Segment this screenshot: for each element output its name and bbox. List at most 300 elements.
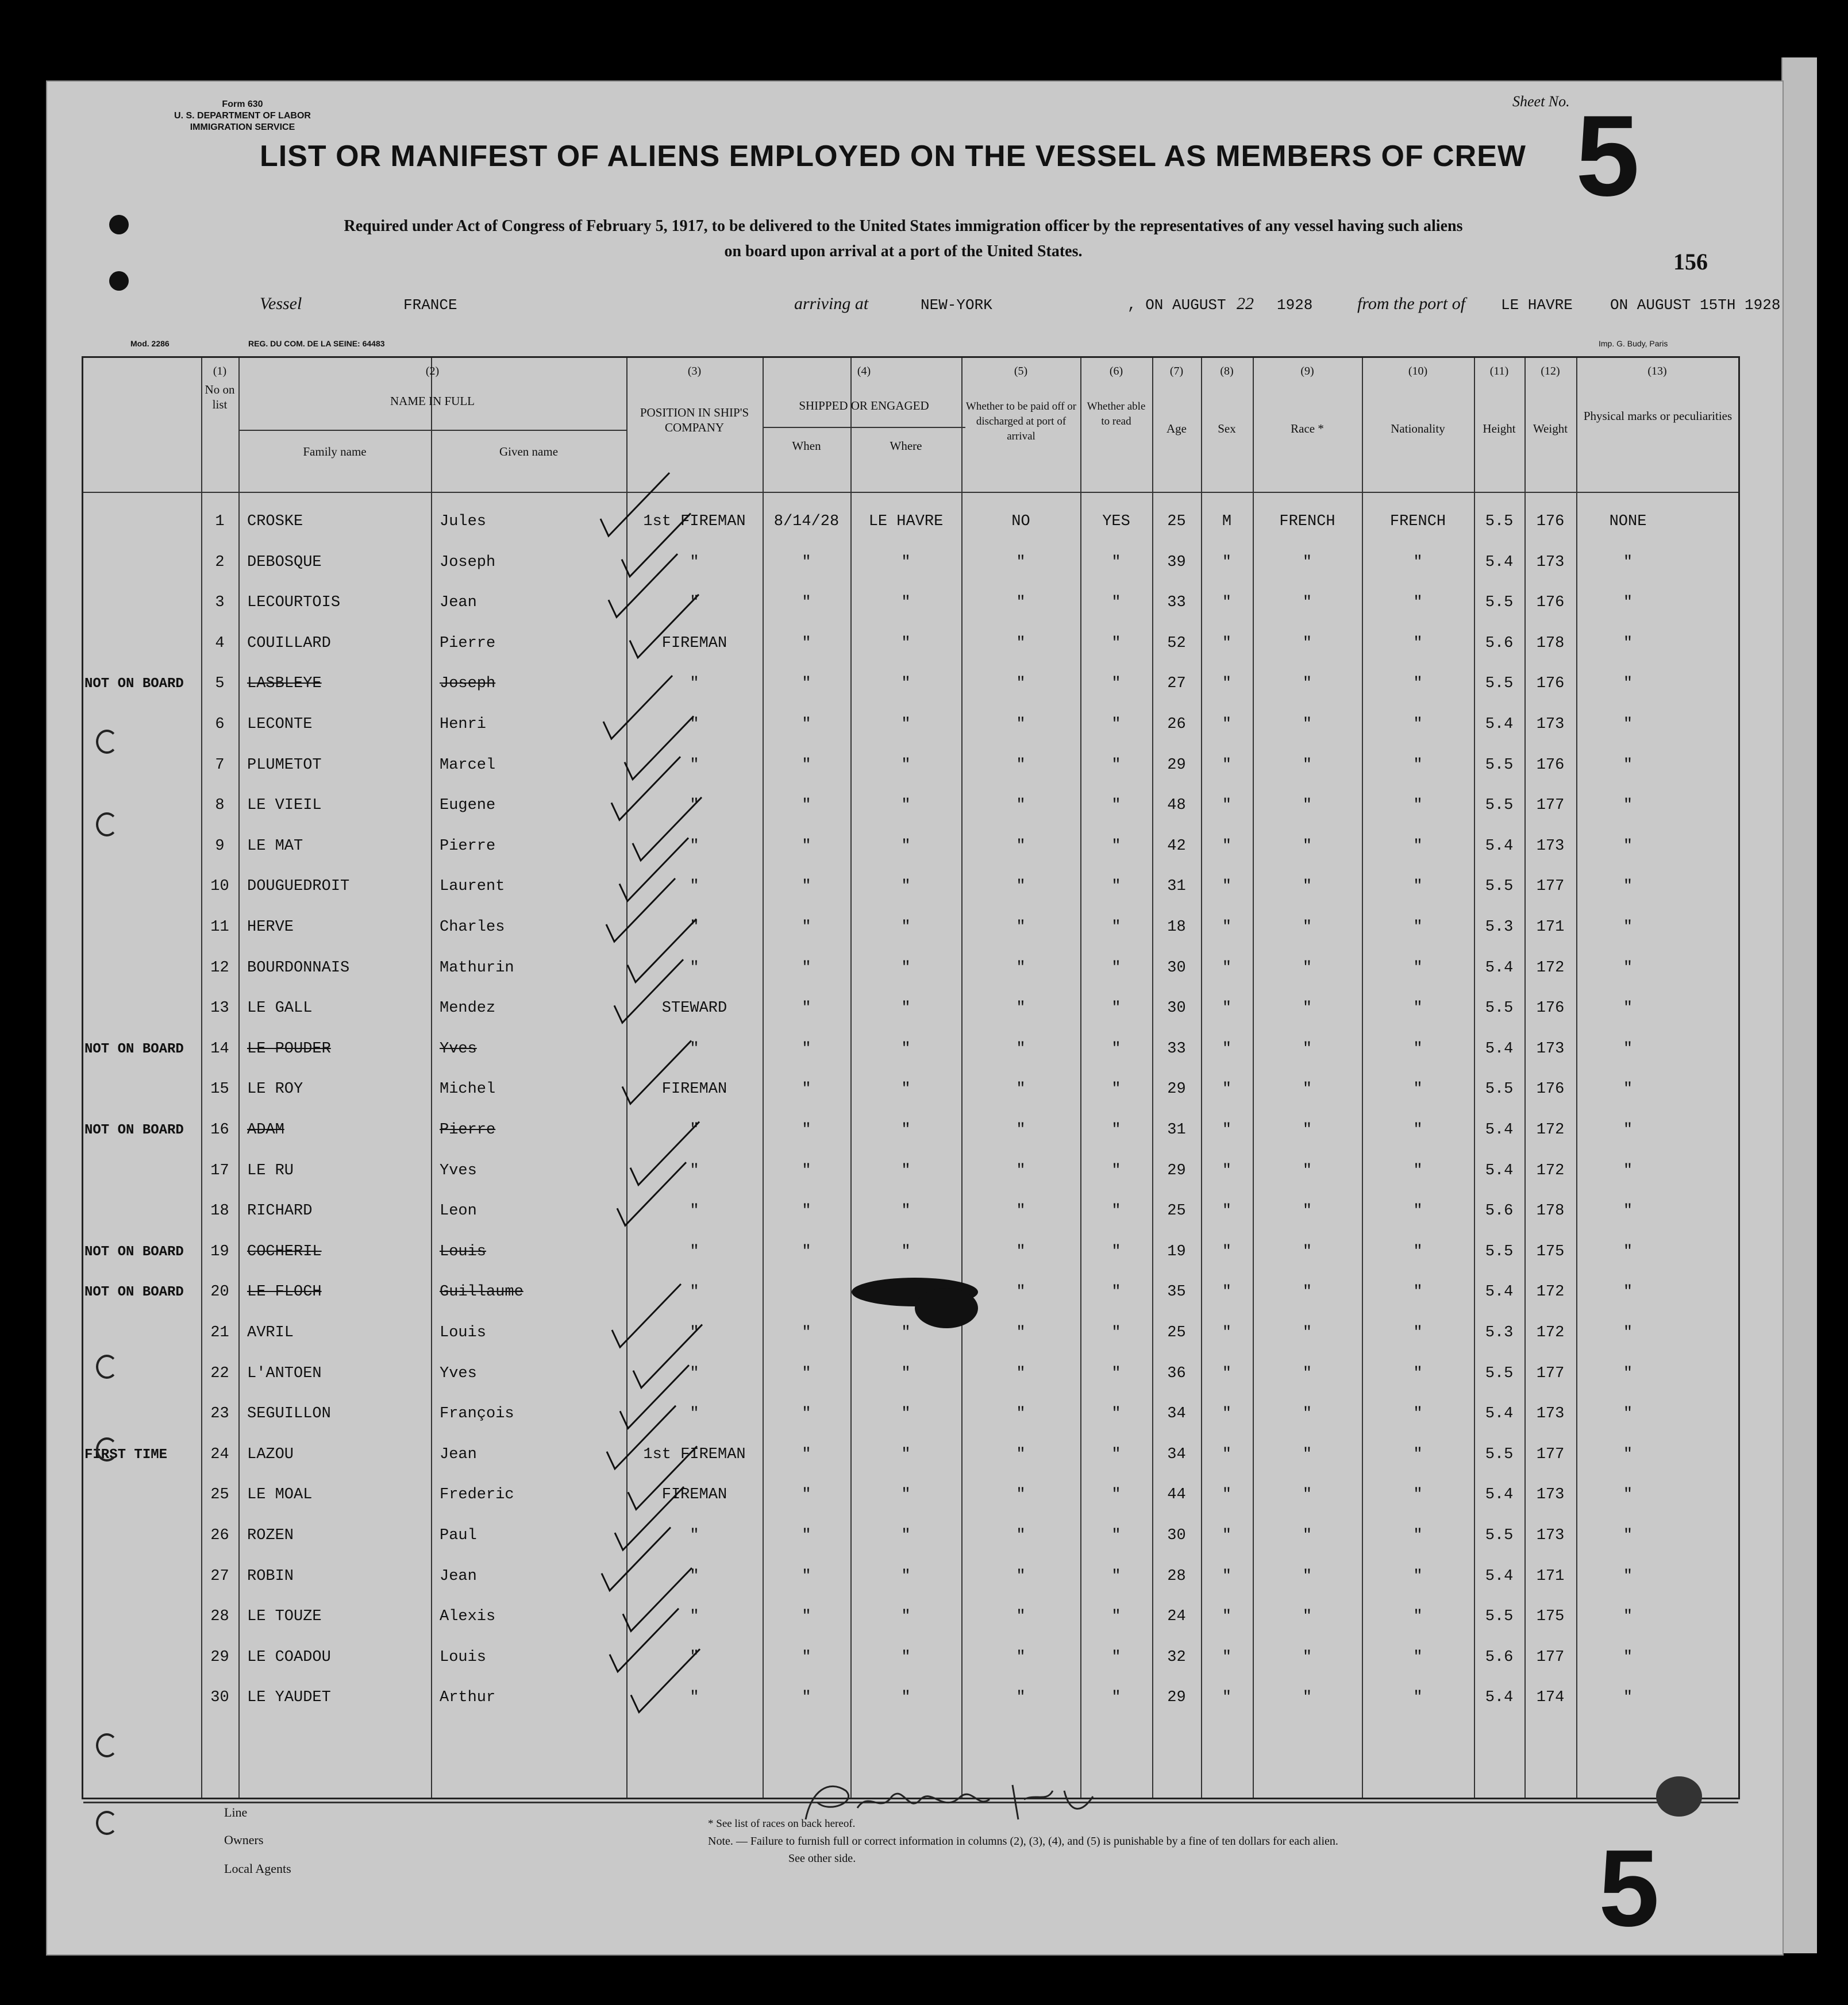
- departure-port: LE HAVRE: [1501, 296, 1573, 314]
- cell-position: ": [690, 878, 699, 896]
- cell-position: ": [690, 959, 699, 977]
- cell-height: 5.5: [1485, 1608, 1514, 1626]
- cell-no: 30: [210, 1689, 229, 1707]
- cell-where: ": [901, 959, 911, 977]
- cell-sex: ": [1222, 1527, 1232, 1544]
- cell-given: Louis: [440, 1324, 487, 1341]
- cell-where: ": [901, 1689, 911, 1707]
- cell-marks: ": [1623, 1000, 1633, 1017]
- cell-read: ": [1111, 837, 1121, 855]
- cell-read: ": [1111, 1324, 1121, 1341]
- cell-family: DEBOSQUE: [247, 553, 322, 571]
- cell-read: ": [1111, 634, 1121, 652]
- cell-when: ": [802, 675, 811, 693]
- cell-marks: ": [1623, 675, 1633, 693]
- cell-sex: ": [1222, 1486, 1232, 1504]
- cell-weight: 172: [1536, 1324, 1565, 1341]
- cell-family: LE ROY: [247, 1081, 303, 1098]
- cell-where: ": [901, 797, 911, 815]
- cell-age: 29: [1167, 1689, 1186, 1707]
- cell-weight: 176: [1536, 1081, 1565, 1098]
- binder-hole: [96, 1437, 118, 1462]
- cell-nat: ": [1413, 919, 1423, 936]
- cell-no: 7: [215, 756, 225, 774]
- cell-nat: ": [1413, 594, 1423, 612]
- cell-no: 11: [210, 919, 229, 936]
- cell-marks: ": [1623, 1324, 1633, 1341]
- fine-note: Note. — Failure to furnish full or correct information in columns (2), (3), (4), and (5) is punishable by a fine of ten dollars for each alien.: [708, 1835, 1338, 1848]
- cell-race: ": [1302, 1243, 1312, 1260]
- cell-sex: ": [1222, 1081, 1232, 1098]
- cell-position: ": [690, 1243, 699, 1260]
- cell-given: Yves: [440, 1364, 477, 1382]
- cell-when: ": [802, 634, 811, 652]
- cell-marks: ": [1623, 1040, 1633, 1058]
- vessel-name: FRANCE: [403, 296, 457, 314]
- cell-nat: ": [1413, 1486, 1423, 1504]
- cell-read: ": [1111, 1202, 1121, 1220]
- cell-read: ": [1111, 1243, 1121, 1260]
- cell-family: DOUGUEDROIT: [247, 878, 350, 896]
- col-able-to-read: Whether able to read: [1087, 400, 1146, 427]
- cell-sex: ": [1222, 1567, 1232, 1585]
- cell-weight: 177: [1536, 1648, 1565, 1666]
- cell-given: Guillaume: [440, 1283, 523, 1301]
- cell-weight: 177: [1536, 878, 1565, 896]
- checkmark: [603, 676, 672, 739]
- cell-given: Jean: [440, 1567, 477, 1585]
- col-no-on-list: No on list: [205, 383, 235, 411]
- cell-height: 5.5: [1485, 594, 1514, 612]
- cell-read: ": [1111, 553, 1121, 571]
- cell-when: ": [802, 1527, 811, 1544]
- cell-family: SEGUILLON: [247, 1405, 331, 1423]
- cell-marks: ": [1623, 1486, 1633, 1504]
- cell-read: ": [1111, 1040, 1121, 1058]
- cell-paid: ": [1016, 1689, 1026, 1707]
- cell-given: Jules: [440, 513, 487, 530]
- cell-read: ": [1111, 756, 1121, 774]
- col-sex: Sex: [1218, 422, 1236, 435]
- cell-race: ": [1302, 1648, 1312, 1666]
- cell-when: ": [802, 1243, 811, 1260]
- departure-date: ON AUGUST 15TH 1928: [1610, 296, 1781, 314]
- cell-no: 17: [210, 1162, 229, 1179]
- cell-weight: 173: [1536, 716, 1565, 733]
- cell-where: ": [901, 594, 911, 612]
- cell-when: ": [802, 1608, 811, 1626]
- cell-position: ": [690, 594, 699, 612]
- cell-where: ": [901, 1243, 911, 1260]
- from-label: from the port of: [1357, 294, 1466, 313]
- printer-name: Imp. G. Budy, Paris: [1599, 339, 1668, 348]
- row-note: NOT ON BOARD: [84, 676, 184, 692]
- cell-position: ": [690, 1324, 699, 1341]
- cell-where: ": [901, 634, 911, 652]
- cell-read: ": [1111, 797, 1121, 815]
- cell-nat: ": [1413, 878, 1423, 896]
- cell-paid: ": [1016, 1121, 1026, 1139]
- cell-position: ": [690, 797, 699, 815]
- cell-when: ": [802, 1324, 811, 1341]
- cell-marks: ": [1623, 1689, 1633, 1707]
- cell-race: ": [1302, 878, 1312, 896]
- cell-height: 5.5: [1485, 513, 1514, 530]
- cell-given: Henri: [440, 716, 487, 733]
- row-note: NOT ON BOARD: [84, 1244, 184, 1260]
- races-note: * See list of races on back hereof.: [708, 1818, 856, 1830]
- cell-read: ": [1111, 878, 1121, 896]
- col-family-name: Family name: [303, 445, 367, 458]
- cell-age: 52: [1167, 634, 1186, 652]
- cell-weight: 176: [1536, 756, 1565, 774]
- cell-height: 5.4: [1485, 837, 1514, 855]
- cell-nat: ": [1413, 716, 1423, 733]
- cell-race: ": [1302, 1567, 1312, 1585]
- cell-family: COUILLARD: [247, 634, 331, 652]
- cell-no: 20: [210, 1283, 229, 1301]
- cell-race: ": [1302, 1121, 1312, 1139]
- cell-family: LE COADOU: [247, 1648, 331, 1666]
- col-nationality: Nationality: [1391, 422, 1445, 435]
- col-13-number: (13): [1647, 365, 1667, 377]
- cell-sex: ": [1222, 1608, 1232, 1626]
- cell-when: ": [802, 1486, 811, 1504]
- checkmarks: [83, 358, 1738, 1798]
- cell-no: 19: [210, 1243, 229, 1260]
- checkmark: [630, 595, 699, 658]
- cell-height: 5.4: [1485, 553, 1514, 571]
- cell-age: 25: [1167, 1202, 1186, 1220]
- cell-position: ": [690, 1608, 699, 1626]
- cell-family: ROZEN: [247, 1527, 294, 1544]
- cell-family: LE RU: [247, 1162, 294, 1179]
- cell-when: ": [802, 1000, 811, 1017]
- cell-height: 5.5: [1485, 1527, 1514, 1544]
- cell-no: 14: [210, 1040, 229, 1058]
- cell-nat: ": [1413, 1567, 1423, 1585]
- col-8-number: (8): [1220, 365, 1234, 377]
- cell-position: ": [690, 1364, 699, 1382]
- cell-where: ": [901, 1000, 911, 1017]
- col-2-number: (2): [425, 365, 440, 377]
- cell-given: Pierre: [440, 837, 496, 855]
- cell-read: ": [1111, 919, 1121, 936]
- cell-paid: ": [1016, 1648, 1026, 1666]
- cell-no: 23: [210, 1405, 229, 1423]
- cell-paid: ": [1016, 919, 1026, 936]
- cell-read: ": [1111, 1608, 1121, 1626]
- cell-sex: ": [1222, 919, 1232, 936]
- local-agents-label: Local Agents: [224, 1861, 291, 1876]
- cell-height: 5.5: [1485, 1000, 1514, 1017]
- cell-given: Paul: [440, 1527, 477, 1544]
- cell-weight: 175: [1536, 1608, 1565, 1626]
- cell-race: ": [1302, 1324, 1312, 1341]
- cell-age: 31: [1167, 1121, 1186, 1139]
- binder-hole: [96, 1733, 118, 1757]
- cell-race: ": [1302, 594, 1312, 612]
- cell-sex: ": [1222, 1202, 1232, 1220]
- cell-paid: ": [1016, 1527, 1026, 1544]
- cell-where: ": [901, 1162, 911, 1179]
- vessel-label: Vessel: [260, 294, 302, 313]
- cell-read: ": [1111, 1081, 1121, 1098]
- cell-marks: ": [1623, 1121, 1633, 1139]
- cell-paid: ": [1016, 675, 1026, 693]
- col-4-number: (4): [857, 365, 871, 377]
- cell-height: 5.4: [1485, 1567, 1514, 1585]
- checkmark: [631, 1649, 700, 1712]
- cell-no: 29: [210, 1648, 229, 1666]
- cell-position: ": [690, 1162, 699, 1179]
- cell-position: ": [690, 1689, 699, 1707]
- cell-marks: ": [1623, 1648, 1633, 1666]
- cell-when: ": [802, 1202, 811, 1220]
- cell-when: ": [802, 797, 811, 815]
- cell-when: ": [802, 716, 811, 733]
- cell-where: ": [901, 878, 911, 896]
- subtitle-line-2: on board upon arrival at a port of the United States.: [724, 242, 1083, 260]
- cell-position: ": [690, 553, 699, 571]
- cell-when: ": [802, 837, 811, 855]
- checkmark: [622, 514, 691, 577]
- cell-nat: ": [1413, 1608, 1423, 1626]
- cell-height: 5.5: [1485, 1081, 1514, 1098]
- cell-marks: ": [1623, 756, 1633, 774]
- cell-family: CROSKE: [247, 513, 303, 530]
- binder-hole: [109, 215, 129, 234]
- cell-age: 29: [1167, 1162, 1186, 1179]
- cell-marks: ": [1623, 837, 1633, 855]
- cell-given: Frederic: [440, 1486, 514, 1504]
- arrival-day: 22: [1237, 294, 1254, 313]
- cell-family: LASBLEYE: [247, 675, 322, 693]
- cell-position: FIREMAN: [661, 1486, 727, 1504]
- form-identifier: [139, 99, 346, 133]
- cell-when: ": [802, 1445, 811, 1463]
- cell-weight: 177: [1536, 797, 1565, 815]
- cell-paid: ": [1016, 1000, 1026, 1017]
- cell-position: ": [690, 756, 699, 774]
- cell-race: ": [1302, 1081, 1312, 1098]
- cell-read: ": [1111, 1000, 1121, 1017]
- cell-position: ": [690, 1648, 699, 1666]
- cell-when: ": [802, 959, 811, 977]
- cell-age: 27: [1167, 675, 1186, 693]
- cell-position: ": [690, 919, 699, 936]
- cell-given: Pierre: [440, 634, 496, 652]
- cell-no: 22: [210, 1364, 229, 1382]
- cell-position: 1st FIREMAN: [643, 1445, 746, 1463]
- binder-hole: [96, 1811, 118, 1835]
- row-note: FIRST TIME: [84, 1447, 168, 1463]
- cell-family: LE GALL: [247, 1000, 313, 1017]
- cell-paid: ": [1016, 1040, 1026, 1058]
- cell-age: 30: [1167, 1527, 1186, 1544]
- registry-note: REG. DU COM. DE LA SEINE: 64483: [248, 339, 385, 348]
- cell-where: ": [901, 1567, 911, 1585]
- cell-paid: ": [1016, 1486, 1026, 1504]
- cell-read: ": [1111, 1567, 1121, 1585]
- cell-where: ": [901, 837, 911, 855]
- col-physical-marks: Physical marks or peculiarities: [1583, 409, 1732, 423]
- cell-sex: ": [1222, 716, 1232, 733]
- cell-when: ": [802, 1040, 811, 1058]
- cell-given: François: [440, 1405, 514, 1423]
- service-name: IMMIGRATION SERVICE: [190, 122, 295, 132]
- cell-read: ": [1111, 1121, 1121, 1139]
- cell-age: 33: [1167, 594, 1186, 612]
- cell-family: AVRIL: [247, 1324, 294, 1341]
- cell-marks: ": [1623, 1445, 1633, 1463]
- cell-race: ": [1302, 716, 1312, 733]
- cell-nat: ": [1413, 1527, 1423, 1544]
- cell-height: 5.4: [1485, 1283, 1514, 1301]
- cell-height: 5.4: [1485, 959, 1514, 977]
- cell-marks: NONE: [1609, 513, 1647, 530]
- cell-sex: ": [1222, 837, 1232, 855]
- cell-weight: 173: [1536, 553, 1565, 571]
- cell-paid: ": [1016, 1405, 1026, 1423]
- cell-nat: ": [1413, 1648, 1423, 1666]
- arrival-port: NEW-YORK: [921, 296, 992, 314]
- cell-age: 25: [1167, 1324, 1186, 1341]
- cell-when: ": [802, 1081, 811, 1098]
- col-7-number: (7): [1169, 365, 1184, 377]
- cell-where: ": [901, 1040, 911, 1058]
- cell-sex: ": [1222, 1324, 1232, 1341]
- cell-no: 26: [210, 1527, 229, 1544]
- cell-paid: ": [1016, 878, 1026, 896]
- cell-marks: ": [1623, 1081, 1633, 1098]
- cell-family: ROBIN: [247, 1567, 294, 1585]
- cell-weight: 173: [1536, 1040, 1565, 1058]
- cell-where: ": [901, 1081, 911, 1098]
- cell-paid: ": [1016, 837, 1026, 855]
- cell-sex: M: [1222, 513, 1232, 530]
- cell-no: 9: [215, 837, 225, 855]
- cell-nat: ": [1413, 634, 1423, 652]
- cell-where: ": [901, 675, 911, 693]
- cell-nat: ": [1413, 1405, 1423, 1423]
- col-position: POSITION IN SHIP'S COMPANY: [640, 406, 749, 434]
- cell-age: 42: [1167, 837, 1186, 855]
- cell-nat: ": [1413, 756, 1423, 774]
- cell-no: 18: [210, 1202, 229, 1220]
- cell-family: LAZOU: [247, 1445, 294, 1463]
- cell-family: PLUMETOT: [247, 756, 322, 774]
- handwritten-signature: [794, 1768, 1150, 1837]
- cell-where: ": [901, 919, 911, 936]
- cell-race: ": [1302, 837, 1312, 855]
- cell-when: ": [802, 756, 811, 774]
- cell-sex: ": [1222, 553, 1232, 571]
- cell-weight: 171: [1536, 919, 1565, 936]
- cell-paid: ": [1016, 716, 1026, 733]
- cell-race: ": [1302, 1486, 1312, 1504]
- cell-position: FIREMAN: [661, 1081, 727, 1098]
- cell-given: Mendez: [440, 1000, 496, 1017]
- cell-when: ": [802, 553, 811, 571]
- owners-label: Owners: [224, 1833, 264, 1847]
- cell-when: ": [802, 919, 811, 936]
- col-12-number: (12): [1541, 365, 1560, 377]
- cell-where: ": [901, 1608, 911, 1626]
- col-paid-off: Whether to be paid off or discharged at port of arrival: [965, 400, 1077, 442]
- cell-no: 24: [210, 1445, 229, 1463]
- cell-race: ": [1302, 919, 1312, 936]
- cell-weight: 173: [1536, 1405, 1565, 1423]
- col-age: Age: [1166, 422, 1187, 435]
- checkmark: [622, 1040, 691, 1104]
- cell-race: ": [1302, 1608, 1312, 1626]
- cell-family: ADAM: [247, 1121, 284, 1139]
- cell-family: RICHARD: [247, 1202, 313, 1220]
- ink-blot: [915, 1288, 978, 1328]
- cell-read: ": [1111, 1689, 1121, 1707]
- cell-nat: ": [1413, 1243, 1423, 1260]
- cell-race: ": [1302, 1162, 1312, 1179]
- cell-marks: ": [1623, 553, 1633, 571]
- cell-family: LE TOUZE: [247, 1608, 322, 1626]
- cell-family: LE MAT: [247, 837, 303, 855]
- checkmark: [628, 1446, 697, 1509]
- cell-weight: 173: [1536, 1486, 1565, 1504]
- arrival-year: 1928: [1277, 296, 1313, 314]
- cell-position: ": [690, 1040, 699, 1058]
- cell-race: ": [1302, 1689, 1312, 1707]
- cell-nat: ": [1413, 959, 1423, 977]
- cell-family: LECOURTOIS: [247, 594, 341, 612]
- cell-sex: ": [1222, 1000, 1232, 1017]
- cell-age: 24: [1167, 1608, 1186, 1626]
- cell-nat: ": [1413, 837, 1423, 855]
- cell-age: 35: [1167, 1283, 1186, 1301]
- cell-weight: 172: [1536, 959, 1565, 977]
- cell-age: 44: [1167, 1486, 1186, 1504]
- cell-no: 13: [210, 1000, 229, 1017]
- cell-age: 25: [1167, 513, 1186, 530]
- col-name-in-full: NAME IN FULL: [390, 394, 475, 408]
- cell-when: ": [802, 1689, 811, 1707]
- cell-given: Pierre: [440, 1121, 496, 1139]
- cell-when: ": [802, 1648, 811, 1666]
- cell-where: ": [901, 1527, 911, 1544]
- cell-marks: ": [1623, 1202, 1633, 1220]
- cell-age: 29: [1167, 1081, 1186, 1098]
- checkmark: [612, 1284, 681, 1347]
- cell-read: YES: [1102, 513, 1130, 530]
- cell-sex: ": [1222, 1405, 1232, 1423]
- cell-given: Yves: [440, 1040, 477, 1058]
- row-note: NOT ON BOARD: [84, 1285, 184, 1301]
- cell-age: 48: [1167, 797, 1186, 815]
- cell-family: HERVE: [247, 919, 294, 936]
- cell-no: 27: [210, 1567, 229, 1585]
- cell-position: ": [690, 716, 699, 733]
- cell-nat: ": [1413, 1040, 1423, 1058]
- col-when: When: [792, 439, 821, 453]
- cell-read: ": [1111, 716, 1121, 733]
- cell-age: 34: [1167, 1445, 1186, 1463]
- cell-position: ": [690, 837, 699, 855]
- cell-given: Joseph: [440, 675, 496, 693]
- other-side-note: See other side.: [788, 1852, 856, 1865]
- row-note: NOT ON BOARD: [84, 1041, 184, 1057]
- cell-paid: ": [1016, 1202, 1026, 1220]
- cell-given: Jean: [440, 594, 477, 612]
